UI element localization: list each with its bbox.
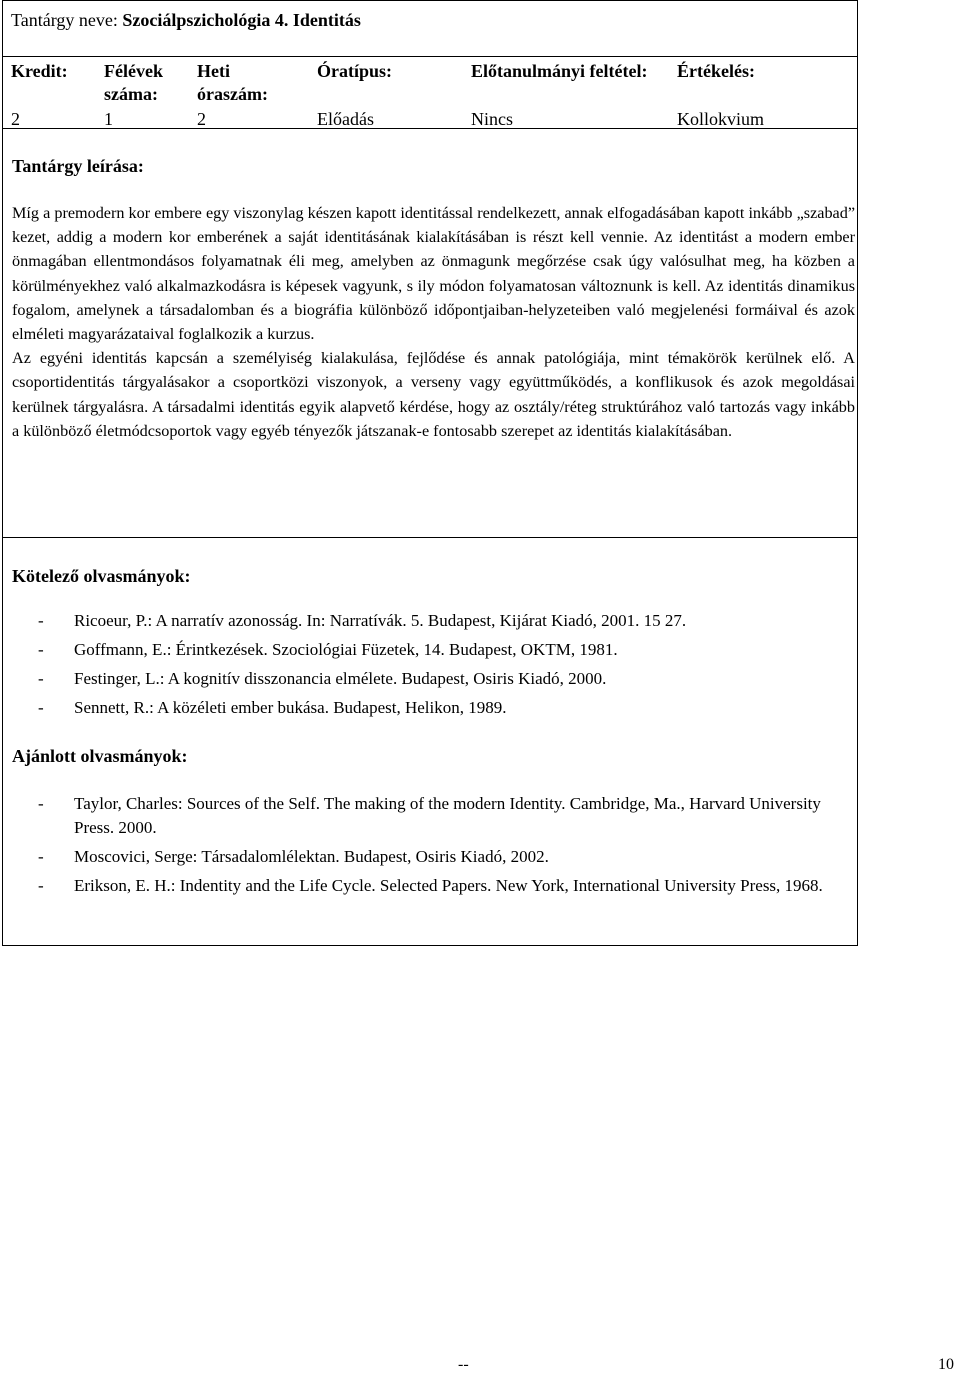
meta-evaluation-label: Értékelés: (677, 61, 755, 81)
list-item (12, 609, 852, 633)
course-title-value: Szociálpszichológia 4. Identitás (122, 10, 361, 30)
reading-entry: Festinger, L.: A kognitív disszonancia elmélete. Budapest, Osiris Kiadó, 2000. (74, 669, 607, 688)
meta-semesters-label: Félévek száma: (104, 61, 163, 104)
required-readings-heading: Kötelező olvasmányok: (12, 566, 191, 586)
page-number: 10 (938, 1356, 954, 1373)
meta-class-type (317, 60, 457, 129)
meta-prerequisite-label: Előtanulmányi feltétel: (471, 61, 648, 81)
meta-weekly-hours-label: Heti óraszám: (197, 61, 268, 104)
description-paragraph: Az egyéni identitás kapcsán a személyiség kialakulása, fejlődése és annak patológiája, mint témakörök kerülnek elő. A csoportidentitás tárgyalásakor a csoportközi viszonyok, a verseny vagy együttműködés, a konflikusok és azok megoldásai kerülnek tárgyalásra. A társadalmi identitás egyik alapvető kérdése, hogy az osztály/réteg struktúrához való tartozás vagy inkább a különböző életmódcsoportok vagy egyéb tényezők játszanak-e fontosabb szerepet az identitás kialakításában. (12, 349, 855, 440)
recommended-readings-list (12, 792, 852, 903)
meta-semesters-value: 1 (104, 109, 113, 129)
description-section (3, 129, 857, 538)
footer-dashes: -- (458, 1356, 469, 1373)
reading-entry: Taylor, Charles: Sources of the Self. The making of the modern Identity. Cambridge, Ma., Harvard University Press. 2000. (74, 794, 821, 837)
list-item (12, 638, 852, 662)
list-dash: - (38, 669, 44, 688)
list-dash: - (38, 794, 44, 813)
course-meta-row (3, 57, 857, 129)
reading-entry: Moscovici, Serge: Társadalomlélektan. Budapest, Osiris Kiadó, 2002. (74, 847, 549, 866)
meta-credit-label: Kredit: (11, 61, 68, 81)
course-title-label: Tantárgy neve: (11, 10, 118, 30)
meta-weekly-hours (197, 60, 292, 129)
reading-entry: Erikson, E. H.: Indentity and the Life Cycle. Selected Papers. New York, International University Press, 1968. (74, 876, 823, 895)
meta-class-type-label: Óratípus: (317, 61, 393, 81)
list-item (12, 845, 852, 869)
list-dash: - (38, 611, 44, 630)
meta-evaluation (677, 60, 827, 129)
list-item (12, 667, 852, 691)
required-readings-list (12, 609, 852, 725)
reading-entry: Ricoeur, P.: A narratív azonosság. In: Narratívák. 5. Budapest, Kijárat Kiadó, 2001. 15 27. (74, 611, 687, 630)
recommended-readings-heading: Ajánlott olvasmányok: (12, 746, 188, 766)
meta-evaluation-value: Kollokvium (677, 109, 765, 129)
list-item (12, 792, 852, 840)
meta-credit (11, 60, 91, 129)
description-body (12, 201, 855, 443)
meta-weekly-hours-value: 2 (197, 109, 206, 129)
list-dash: - (38, 698, 44, 717)
list-dash: - (38, 640, 44, 659)
description-paragraph: Míg a premodern kor embere egy viszonylag készen kapott identitással rendelkezett, annak elfogadásában kapott inkább „szabad” kezet, addig a modern kor emberének a saját identitásának kialakításában is részt kell vennie. Az identitást a modern ember önmagában ellentmondásos folyamatnak éli meg, amelyben az önmagunk megőrzése csak úgy valósulhat meg, ha közben a körülményekhez való alkalmazkodásra is képesek vagyunk, s ily módon folyamatosan változnunk is kell. Az identitás dinamikus fogalom, amelynek a társadalomban és a biográfia különböző időpontjaiban-helyzeteiben való megjelenési formáival és azok elméleti magyarázataival foglalkozik a kurzus. (12, 204, 855, 344)
course-sheet (2, 0, 858, 946)
description-heading: Tantárgy leírása: (12, 156, 144, 176)
meta-prerequisite-value: Nincs (471, 109, 513, 129)
course-title (11, 10, 361, 31)
list-item (12, 874, 852, 898)
meta-semesters (104, 60, 184, 129)
list-dash: - (38, 876, 44, 895)
reading-entry: Sennett, R.: A közéleti ember bukása. Budapest, Helikon, 1989. (74, 698, 507, 717)
reading-entry: Goffmann, E.: Érintkezések. Szociológiai Füzetek, 14. Budapest, OKTM, 1981. (74, 640, 618, 659)
course-title-row (3, 1, 857, 57)
list-item (12, 696, 852, 720)
list-dash: - (38, 847, 44, 866)
meta-credit-value: 2 (11, 109, 20, 129)
meta-prerequisite (471, 60, 651, 129)
meta-class-type-value: Előadás (317, 109, 374, 129)
